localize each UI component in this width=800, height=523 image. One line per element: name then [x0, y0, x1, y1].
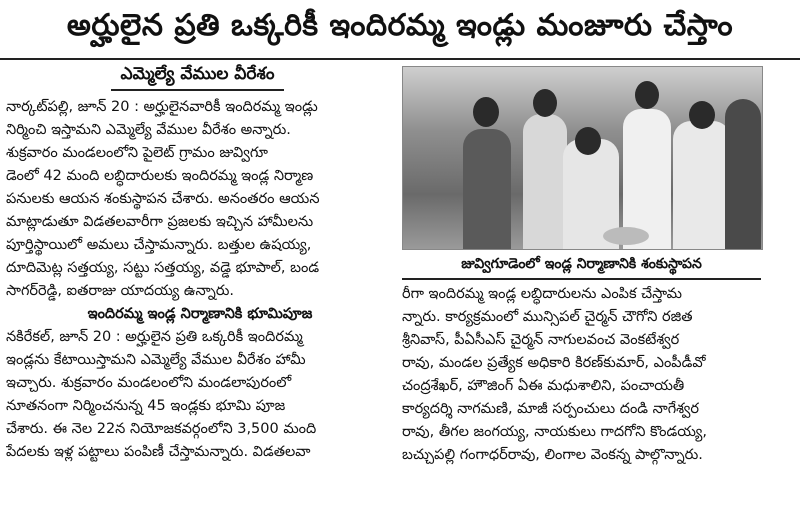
article-line: రావు, తీగల జంగయ్య, నాయకులు గాదగోని కొండయ్య, — [402, 424, 707, 440]
article-line: కార్యదర్శి నాగమణి, మాజీ సర్పంచులు దండి నాగేశ్వర — [402, 401, 700, 417]
article-line: శ్రీనివాస్, పీఏసీఎస్ చైర్మన్ నాగులవంచ వెంకటేశ్వర — [402, 332, 680, 348]
photo-figure-head — [473, 97, 499, 127]
subhead-container — [0, 62, 395, 92]
photo-figure-head — [689, 101, 715, 129]
headline-rule — [0, 58, 800, 60]
subhead: ఎమ్మెల్యే వేముల వీరేశం — [111, 63, 285, 91]
article-line: సాగర్‌రెడ్డి, ఐతరాజు యాదయ్య ఉన్నారు. — [6, 283, 235, 299]
article-line: బచ్చుపల్లి గంగాధర్‌రావు, లింగాల వెంకన్న పాల్గొన్నారు. — [402, 447, 703, 463]
inline-subheading: ఇందిరమ్మ ఇండ్ల నిర్మాణానికి భూమిపూజ — [87, 306, 313, 322]
article-line: చేశారు. ఈ నెల 22న నియోజకవర్గంలోని 3,500 మంది — [6, 421, 317, 437]
photo-figure-head — [533, 89, 557, 117]
right-column — [402, 283, 764, 467]
left-column — [6, 96, 394, 464]
photo-figure — [673, 121, 731, 249]
article-line: శుక్రవారం మండలంలోని పైలెట్ గ్రామం జువ్విగూ — [6, 145, 268, 161]
photo-figure-head — [575, 127, 601, 155]
article-line: నార్కట్‌పల్లి, జూన్ 20 : అర్హులైనవారికీ ఇందిరమ్మ ఇండ్లు — [6, 99, 318, 115]
article-line: పూర్తిస్థాయిలో అమలు చేస్తామన్నారు. బత్తుల ఉషయ్య, — [6, 237, 312, 253]
article-line: మాట్లాడుతూ విడతలవారీగా ప్రజలకు ఇచ్చిన హామీలను — [6, 214, 314, 230]
article-line: నిర్మించి ఇస్తామని ఎమ్మెల్యే వేముల వీరేశం అన్నారు. — [6, 122, 291, 138]
article-line: నకిరేకల్, జూన్ 20 : అర్హులైన ప్రతి ఒక్కరికీ ఇందిరమ్మ — [6, 329, 303, 345]
article-line: పేదలకు ఇళ్ల పట్టాలు పంపిణీ చేస్తామన్నారు. విడతలవా — [6, 444, 311, 460]
article-line: దూదిమెట్ల సత్తయ్య, సట్టు సత్తయ్య, వడ్డె భూపాల్, బండ — [6, 260, 320, 276]
article-line: న్నారు. కార్యక్రమంలో మున్సిపల్ చైర్మన్ చౌగోని రజిత — [402, 309, 693, 325]
photo-figure — [725, 99, 761, 249]
photo-caption: జువ్విగూడెంలో ఇండ్ల నిర్మాణానికి శంకుస్థాపన — [402, 252, 761, 280]
article-line: చంద్రశేఖర్, హౌజింగ్ ఏఈ మధుశాలిని, పంచాయతీ — [402, 378, 685, 394]
article-line: రీగా ఇందిరమ్మ ఇండ్ల లబ్ధిదారులను ఎంపిక చేస్తామ — [402, 286, 683, 302]
article-line: ఇండ్లను కేటాయిస్తామని ఎమ్మెల్యే వేముల వీరేశం హామీ — [6, 352, 306, 368]
article-line: ఇచ్చారు. శుక్రవారం మండలంలోని మండలాపురంలో — [6, 375, 292, 391]
photo-figure — [463, 129, 511, 249]
photo-figure — [523, 114, 567, 249]
news-photo — [402, 66, 763, 250]
article-line: రావు, మండల ప్రత్యేక అధికారి కిరణ్‌కుమార్, ఎంపీడీవో — [402, 355, 706, 371]
article-line: నూతనంగా నిర్మించనున్న 45 ఇండ్లకు భూమి పూజ — [6, 398, 286, 414]
photo-bowl — [603, 227, 649, 245]
article-line: డెంలో 42 మంది లబ్ధిదారులకు ఇందిరమ్మ ఇండ్ల నిర్మాణ — [6, 168, 314, 184]
article-line: పనులకు ఆయన శంకుస్థాపన చేశారు. అనంతరం ఆయన — [6, 191, 320, 207]
photo-figure-head — [635, 81, 659, 109]
headline: అర్హులైన ప్రతి ఒక్కరికీ ఇందిరమ్మ ఇండ్లు మంజూరు చేస్తాం — [66, 8, 734, 43]
